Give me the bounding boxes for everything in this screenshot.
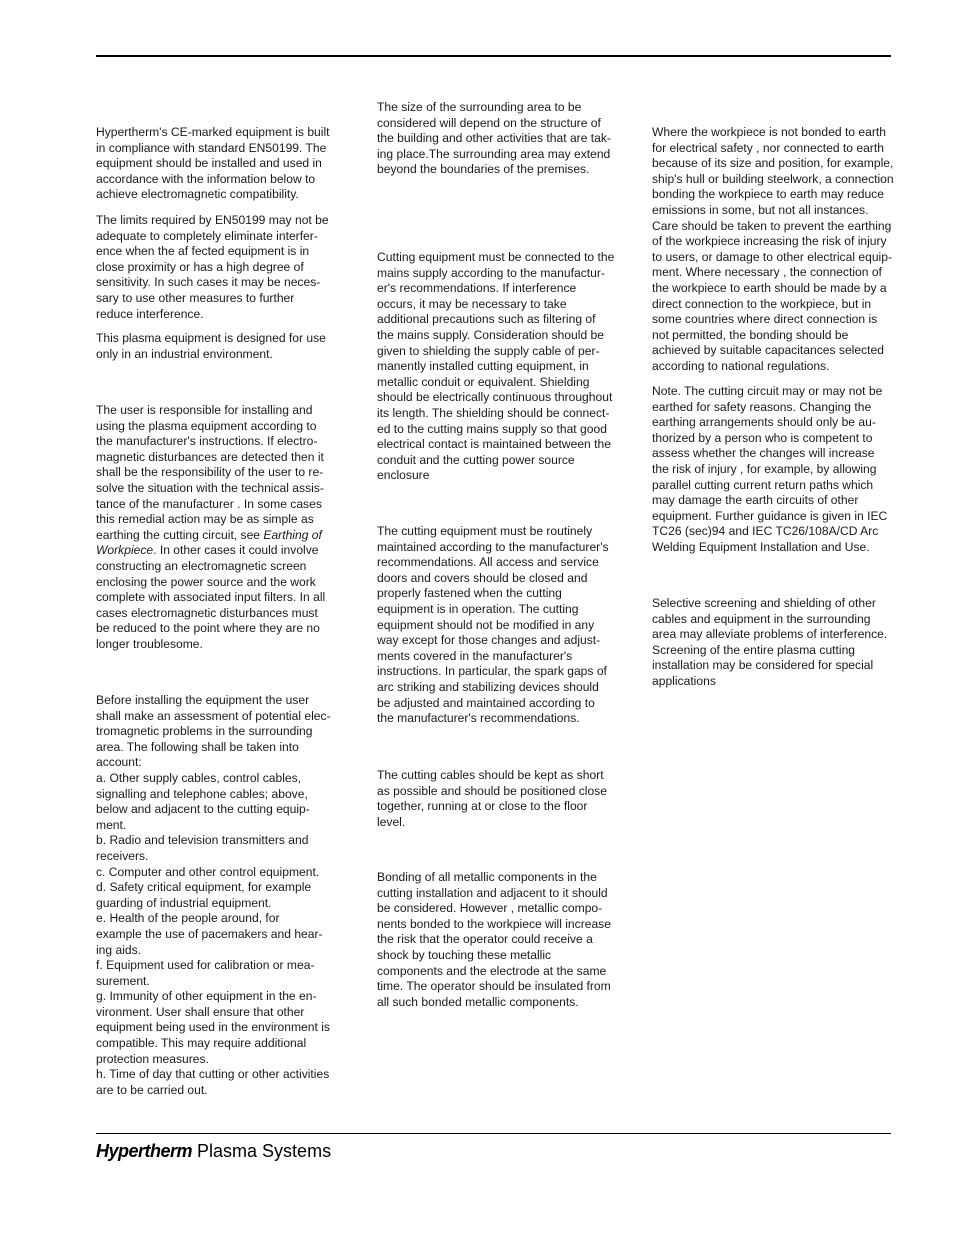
col3-screening-text: Selective screening and shielding of other cables and equipment in the surrounding area may alleviate problems of interference. Screening of the entire plasma cutting installation may be considered for special applications xyxy=(652,596,888,688)
col1-intro-paragraph xyxy=(96,125,350,203)
footer xyxy=(96,1140,331,1162)
col2-mains-supply-text: Cutting equipment must be connected to the mains supply according to the manufactur- er's recommendations. If interference occurs, it may be necessary to take additional precautions such as filtering of the mains supply. Consideration should be given to shielding the supply cable of per- manently installed cutting equipment, in metallic conduit or equivalent. Shielding should be electrically continuous throughout its length. The shielding should be connect- ed to the cutting mains supply so that good electrical contact is maintained between the conduit and the cutting power source enclosure xyxy=(377,250,615,483)
col1-user-responsibility-paragraph xyxy=(96,403,350,653)
col3-screening-paragraph xyxy=(652,596,902,690)
col2-bonding-paragraph xyxy=(377,870,627,1010)
col2-cutting-cables-paragraph xyxy=(377,768,627,830)
header-rule xyxy=(96,55,891,57)
col2-surrounding-area-text: The size of the surrounding area to be considered will depend on the structure of the building and other activities that are tak- ing place.The surrounding area may extend beyond the boundaries of the premises. xyxy=(377,100,611,177)
col2-maintenance-text: The cutting equipment must be routinely maintained according to the manufacturer's recommendations. All access and service doors and covers should be closed and properly fastened when the cutting equipment is in operation. The cutting equipment should not be modified in any way except for those changes and adjust- ments covered in the manufacturer's instructions. In particular, the spark gaps of arc striking and stabilizing devices should be adjusted and maintained according to the manufacturer's recommendations. xyxy=(377,524,609,726)
col1-industrial-paragraph xyxy=(96,331,350,362)
col3-note-paragraph xyxy=(652,384,902,556)
footer-text: Plasma Systems xyxy=(192,1141,332,1161)
responsibility-text-start: The user is responsible for installing and using the plasma equipment according to the manufacturer's instructions. If electro- magnetic disturbances are detected then it shall be the responsibility of the user to re- solve the situation with the technical assis- tance of the manufacturer . In some cases this remedial action may be as simple as earthing the cutting circuit, see xyxy=(96,403,324,542)
col2-bonding-text: Bonding of all metallic components in the cutting installation and adjacent to it should be considered. However , metallic compo- nents bonded to the workpiece will increase the risk that the operator could receive a shock by touching these metallic components and the electrode at the same time. The operator should be insulated from all such bonded metallic components. xyxy=(377,870,611,1009)
col1-assessment-text: Before installing the equipment the user shall make an assessment of potential elec- tromagnetic problems in the surrounding area. The following shall be taken into account: a. Other supply cables, control cables, signalling and telephone cables; above, below and adjacent to the cutting equip- ment. b. Radio and television transmitters and receivers. c. Computer and other control equipment. d. Safety critical equipment, for example guarding of industrial equipment. e. Health of the people around, for example the use of pacemakers and hear- ing aids. f. Equipment used for calibration or mea- surement. g. Immunity of other equipment in the en- vironment. User shall ensure that other equipment being used in the environment is compatible. This may require additional protection measures. h. Time of day that cutting or other activities are to be carried out. xyxy=(96,693,331,1097)
col1-assessment-paragraph xyxy=(96,693,350,1098)
col2-mains-supply-paragraph xyxy=(377,250,627,484)
footer-rule xyxy=(96,1133,891,1134)
col2-surrounding-area-paragraph xyxy=(377,100,627,178)
col1-intro-text: Hypertherm's CE-marked equipment is built in compliance with standard EN50199. The equipment should be installed and used in accordance with the information below to achieve electromagnetic compatibility. xyxy=(96,125,330,202)
col2-maintenance-paragraph xyxy=(377,524,627,727)
col1-limits-text: The limits required by EN50199 may not be adequate to completely eliminate interfer- ence when the af fected equipment is in close proximity or has a high degree of sensitivity. In such cases it may be neces- sary to use other measures to further reduce interference. xyxy=(96,213,329,321)
col1-user-responsibility-text xyxy=(96,403,350,653)
col3-workpiece-earthing-paragraph xyxy=(652,125,902,375)
col1-limits-paragraph xyxy=(96,213,350,322)
brand-logo: Hypertherm xyxy=(96,1141,193,1161)
earthing-reference: Earthing of Workpiece xyxy=(96,527,322,558)
col2-cutting-cables-text: The cutting cables should be kept as short as possible and should be positioned close together, running at or close to the floor level. xyxy=(377,768,607,829)
col3-note-text: Note. The cutting circuit may or may not be earthed for safety reasons. Changing the earthing arrangements should only be au- thorized by a person who is competent to assess whether the changes will increase the risk of injury , for example, by allowing parallel cutting current return paths which may damage the earth circuits of other equipment. Further guidance is given in IEC TC26 (sec)94 and IEC TC26/108A/CD Arc Welding Equipment Installation and Use. xyxy=(652,384,888,554)
col1-industrial-text: This plasma equipment is designed for use only in an industrial environment. xyxy=(96,331,326,361)
responsibility-text-end: . In other cases it could involve constructing an electromagnetic screen enclosing the power source and the work complete with associated input filters. In all cases electromagnetic disturbances must be reduced to the point where they are no longer troublesome. xyxy=(96,543,326,651)
col3-workpiece-earthing-text: Where the workpiece is not bonded to earth for electrical safety , nor connected to earth because of its size and position, for example, ship's hull or building steelwork, a connection bonding the workpiece to earth may reduce emissions in some, but not all instances. Care should be taken to prevent the earthing of the workpiece increasing the risk of injury to users, or damage to other electrical equip- ment. Where necessary , the connection of the workpiece to earth should be made by a direct connection to the workpiece, but in some countries where direct connection is not permitted, the bonding should be achieved by suitable capacitances selected according to national regulations. xyxy=(652,125,894,373)
